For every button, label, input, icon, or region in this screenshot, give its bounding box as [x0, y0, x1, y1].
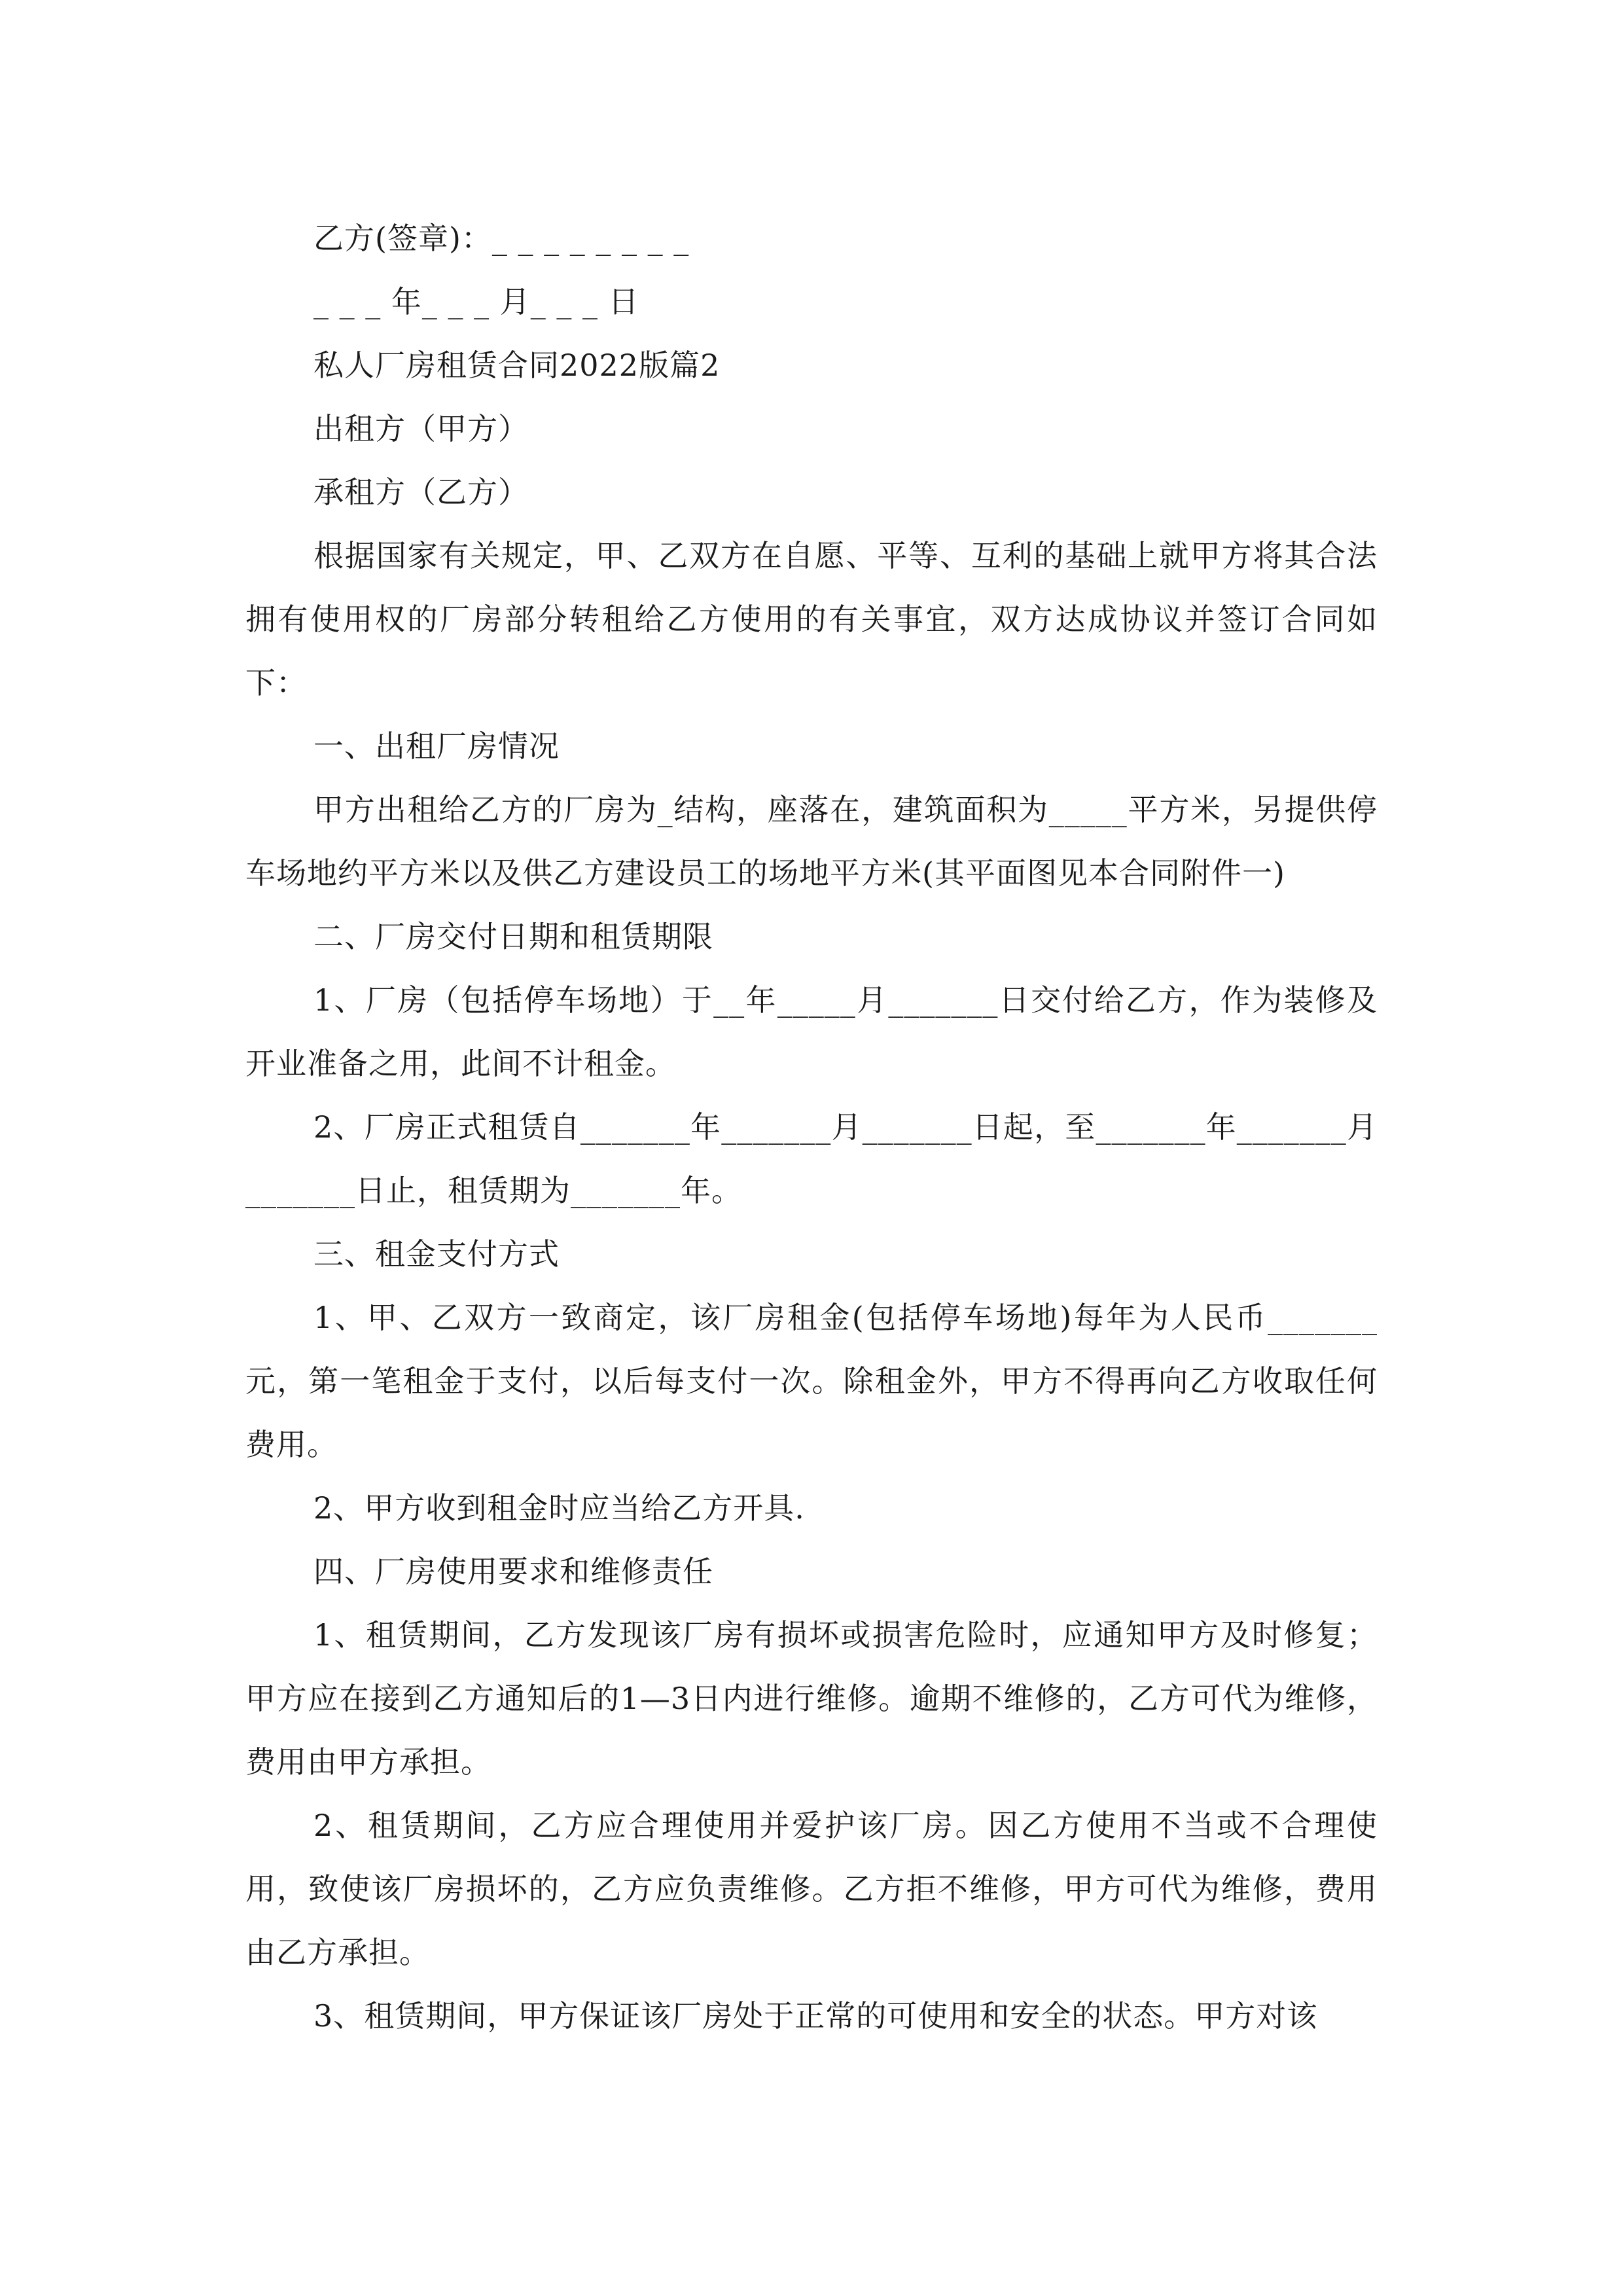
lessee-label: 承租方（乙方）	[313, 475, 529, 510]
section-4-clause-3: 3、租赁期间，甲方保证该厂房处于正常的可使用和安全的状态。甲方对该	[313, 1998, 1318, 2034]
preamble-paragraph: 根据国家有关规定，甲、乙双方在自愿、平等、互利的基础上就甲方将其合法拥有使用权的厂房部分转租给乙方使用的有关事宜，双方达成协议并签订合同如下：	[245, 538, 1378, 700]
lessor-label: 出租方（甲方）	[313, 411, 529, 446]
section-heading-3: 三、租金支付方式	[313, 1236, 560, 1272]
section-4-clause-1: 1、租赁期间，乙方发现该厂房有损坏或损害危险时，应通知甲方及时修复；甲方应在接到乙方通知后的1—3日内进行维修。逾期不维修的，乙方可代为维修，费用由甲方承担。	[245, 1617, 1378, 1780]
section-heading-1: 一、出租厂房情况	[313, 728, 560, 764]
section-3-clause-1: 1、甲、乙双方一致商定，该厂房租金(包括停车场地)每年为人民币_______元，第一笔租金于支付，以后每支付一次。除租金外，甲方不得再向乙方收取任何费用。	[245, 1300, 1378, 1462]
date-line: _ _ _ 年_ _ _ 月_ _ _ 日	[313, 284, 639, 319]
contract-title: 私人厂房租赁合同2022版篇2	[313, 348, 721, 383]
section-2-clause-1: 1、厂房（包括停车场地）于__年_____月_______日交付给乙方，作为装修及开业准备之用，此间不计租金。	[245, 982, 1378, 1081]
section-heading-4: 四、厂房使用要求和维修责任	[313, 1554, 713, 1589]
section-heading-2: 二、厂房交付日期和租赁期限	[313, 919, 713, 954]
section-2-clause-2: 2、厂房正式租赁自_______年_______月_______日起，至_______年_______月_______日止，租赁期为_______年。	[245, 1109, 1378, 1208]
section-1-paragraph: 甲方出租给乙方的厂房为_结构，座落在，建筑面积为_____平方米，另提供停车场地约平方米以及供乙方建设员工的场地平方米(其平面图见本合同附件一)	[245, 792, 1378, 891]
document-body	[245, 207, 1378, 2048]
signature-line-party-b: 乙方(签章)：_ _ _ _ _ _ _ _	[313, 221, 690, 256]
section-3-clause-2: 2、甲方收到租金时应当给乙方开具.	[313, 1490, 805, 1526]
section-4-clause-2: 2、租赁期间，乙方应合理使用并爱护该厂房。因乙方使用不当或不合理使用，致使该厂房损坏的，乙方应负责维修。乙方拒不维修，甲方可代为维修，费用由乙方承担。	[245, 1808, 1378, 1970]
